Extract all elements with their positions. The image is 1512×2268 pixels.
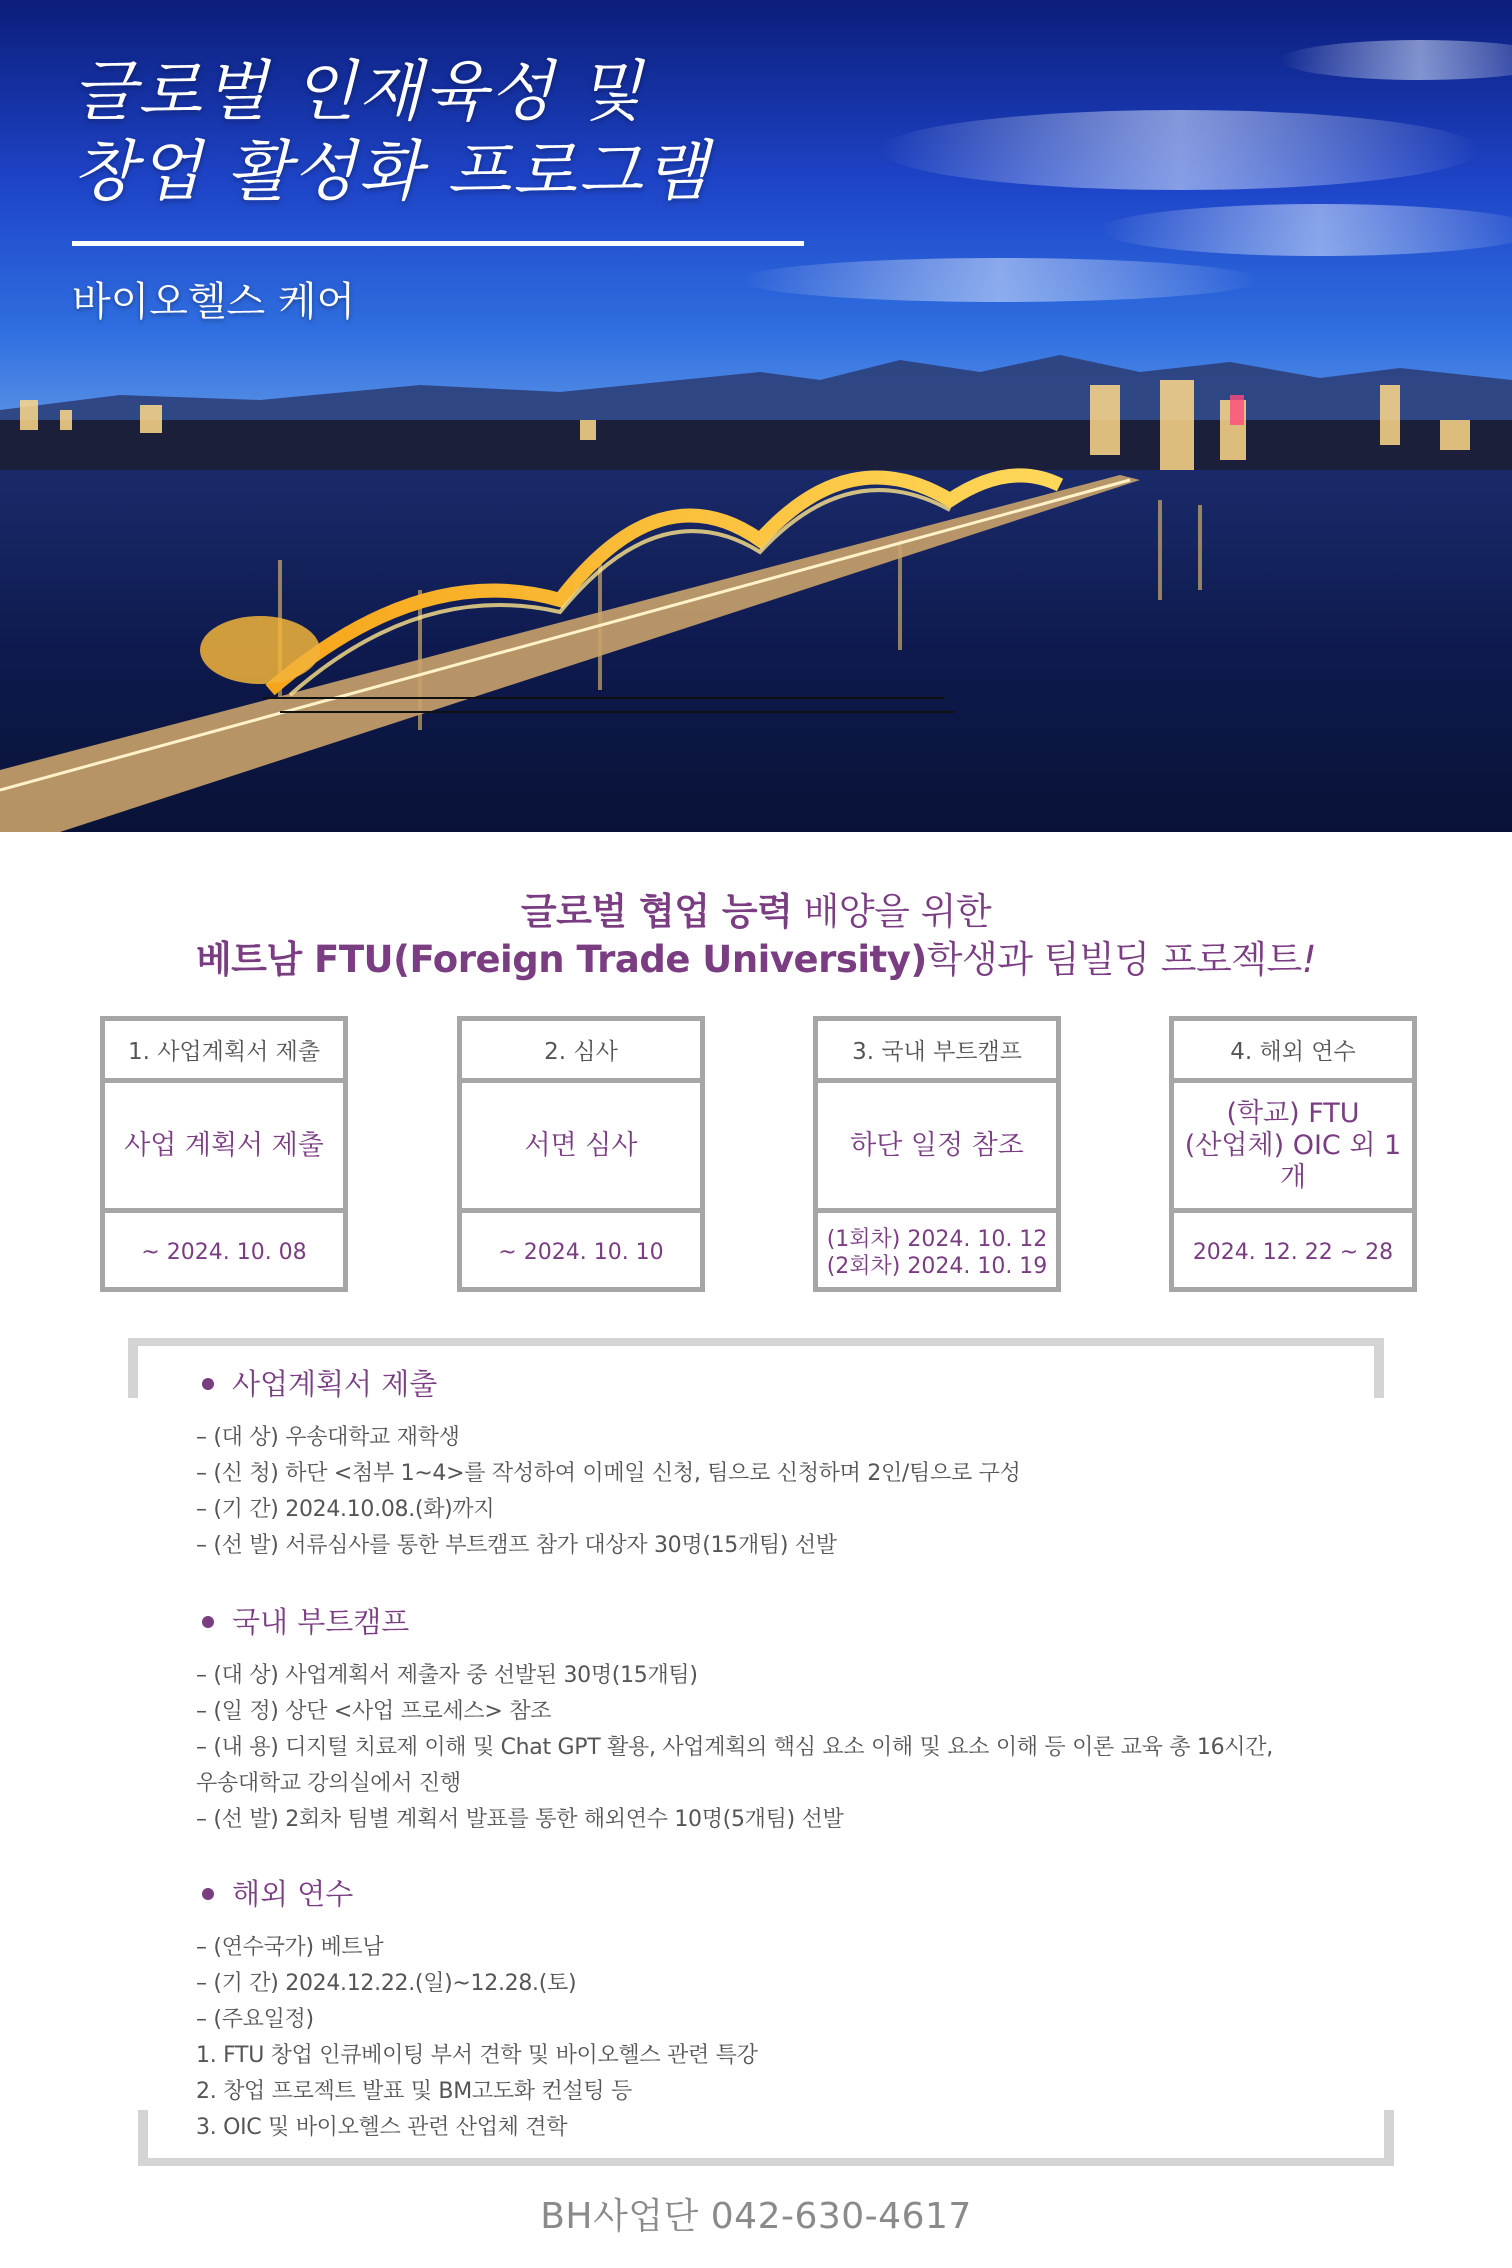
detail-frame-corner [1374,1338,1384,1398]
section-line: – (대 상) 우송대학교 재학생 [196,1425,460,1450]
step-card-body-line: 서면 심사 [524,1129,638,1161]
step-card-date [105,1213,343,1292]
headline-line1 [0,888,1512,936]
step-card-head: 4. 해외 연수 [1174,1021,1412,1083]
step-card-head: 3. 국내 부트캠프 [818,1021,1056,1083]
step-card-body [818,1083,1056,1213]
headline-line2 [0,936,1512,984]
step-card-body-line: 사업 계획서 제출 [124,1129,324,1161]
process-steps [0,1016,1512,1292]
step-card-4 [1169,1016,1417,1292]
detail-frame-corner [1384,2110,1394,2166]
step-card-date-line: 2024. 12. 22 ~ 28 [1192,1240,1394,1265]
section-line: – (기 간) 2024.10.08.(화)까지 [196,1497,495,1522]
section-line: – (선 발) 2회차 팀별 계획서 발표를 통한 해외연수 10명(5개팀) 선발 [196,1807,844,1832]
section-bootcamp [196,1600,1346,1838]
hero-banner [0,0,1512,832]
step-card-body-line: 하단 일정 참조 [850,1129,1024,1161]
section-line: – (신 청) 하단 <첨부 1~4>를 작성하여 이메일 신청, 팀으로 신청하며 2인/팀으로 구성 [196,1461,1021,1486]
step-card-date-line: ~ 2024. 10. 10 [498,1240,664,1265]
step-card-date-line: (2회차) 2024. 10. 19 [826,1253,1048,1279]
hero-title [72,52,710,212]
hero-divider [72,241,804,246]
step-card-head: 1. 사업계획서 제출 [105,1021,343,1083]
detail-frame-corner [138,2110,148,2166]
step-card-date-line: (1회차) 2024. 10. 12 [826,1226,1048,1252]
detail-frame-top [128,1338,1384,1346]
detail-frame-bottom [138,2158,1394,2166]
headline-line2-bold: 베트남 FTU(Foreign Trade University) [195,938,927,981]
headline-line2-mark: ! [1301,938,1317,981]
step-card-date-line: ~ 2024. 10. 08 [141,1240,307,1265]
section-line: – (내 용) 디지털 치료제 이해 및 Chat GPT 활용, 사업계획의 핵심 요소 이해 및 요소 이해 등 이론 교육 총 16시간, [196,1735,1273,1760]
step-card-body [105,1083,343,1213]
section-title: 해외 연수 [196,1872,1346,1916]
section-line: – (대 상) 사업계획서 제출자 중 선발된 30명(15개팀) [196,1663,698,1688]
step-card-body-line: (학교) FTU [1226,1097,1360,1129]
step-card-body [1174,1083,1412,1213]
step-card-body-line: (산업체) OIC 외 1개 [1184,1129,1402,1193]
headline-line1-rest: 배양을 위한 [792,890,992,933]
step-card-date [1174,1213,1412,1292]
section-lines [196,1930,1346,2146]
step-card-head: 2. 심사 [462,1021,700,1083]
section-lines [196,1420,1346,1564]
section-business-plan [196,1362,1346,1564]
section-line: 1. FTU 창업 인큐베이팅 부서 견학 및 바이오헬스 관련 특강 [196,2043,758,2068]
step-card-date [818,1213,1056,1292]
program-headline [0,888,1512,984]
section-line: – (주요일정) [196,2007,314,2032]
step-card-2 [457,1016,705,1292]
contact-footer: BH사업단 042-630-4617 [540,2196,972,2237]
section-overseas-training [196,1872,1346,2146]
hero-title-line1: 글로벌 인재육성 및 [72,53,645,130]
section-line: 우송대학교 강의실에서 진행 [196,1771,461,1796]
section-title: 사업계획서 제출 [196,1362,1346,1406]
step-card-1 [100,1016,348,1292]
step-card-3 [813,1016,1061,1292]
section-line: 3. OIC 및 바이오헬스 관련 산업체 견학 [196,2115,568,2140]
headline-line1-bold: 글로벌 협업 능력 [520,890,793,933]
step-card-date [462,1213,700,1292]
detail-frame-corner [128,1338,138,1398]
section-line: 2. 창업 프로젝트 발표 및 BM고도화 컨설팅 등 [196,2079,632,2104]
section-line: – (선 발) 서류심사를 통한 부트캠프 참가 대상자 30명(15개팀) 선발 [196,1533,837,1558]
headline-line2-rest: 학생과 팀빌딩 프로젝트 [926,938,1302,981]
section-lines [196,1658,1346,1838]
hero-subtitle: 바이오헬스 케어 [72,279,356,325]
section-line: – (기 간) 2024.12.22.(일)~12.28.(토) [196,1971,577,1996]
section-line: – (일 정) 상단 <사업 프로세스> 참조 [196,1699,552,1724]
step-card-body [462,1083,700,1213]
hero-title-line2: 창업 활성화 프로그램 [72,133,710,210]
section-title: 국내 부트캠프 [196,1600,1346,1644]
section-line: – (연수국가) 베트남 [196,1935,384,1960]
